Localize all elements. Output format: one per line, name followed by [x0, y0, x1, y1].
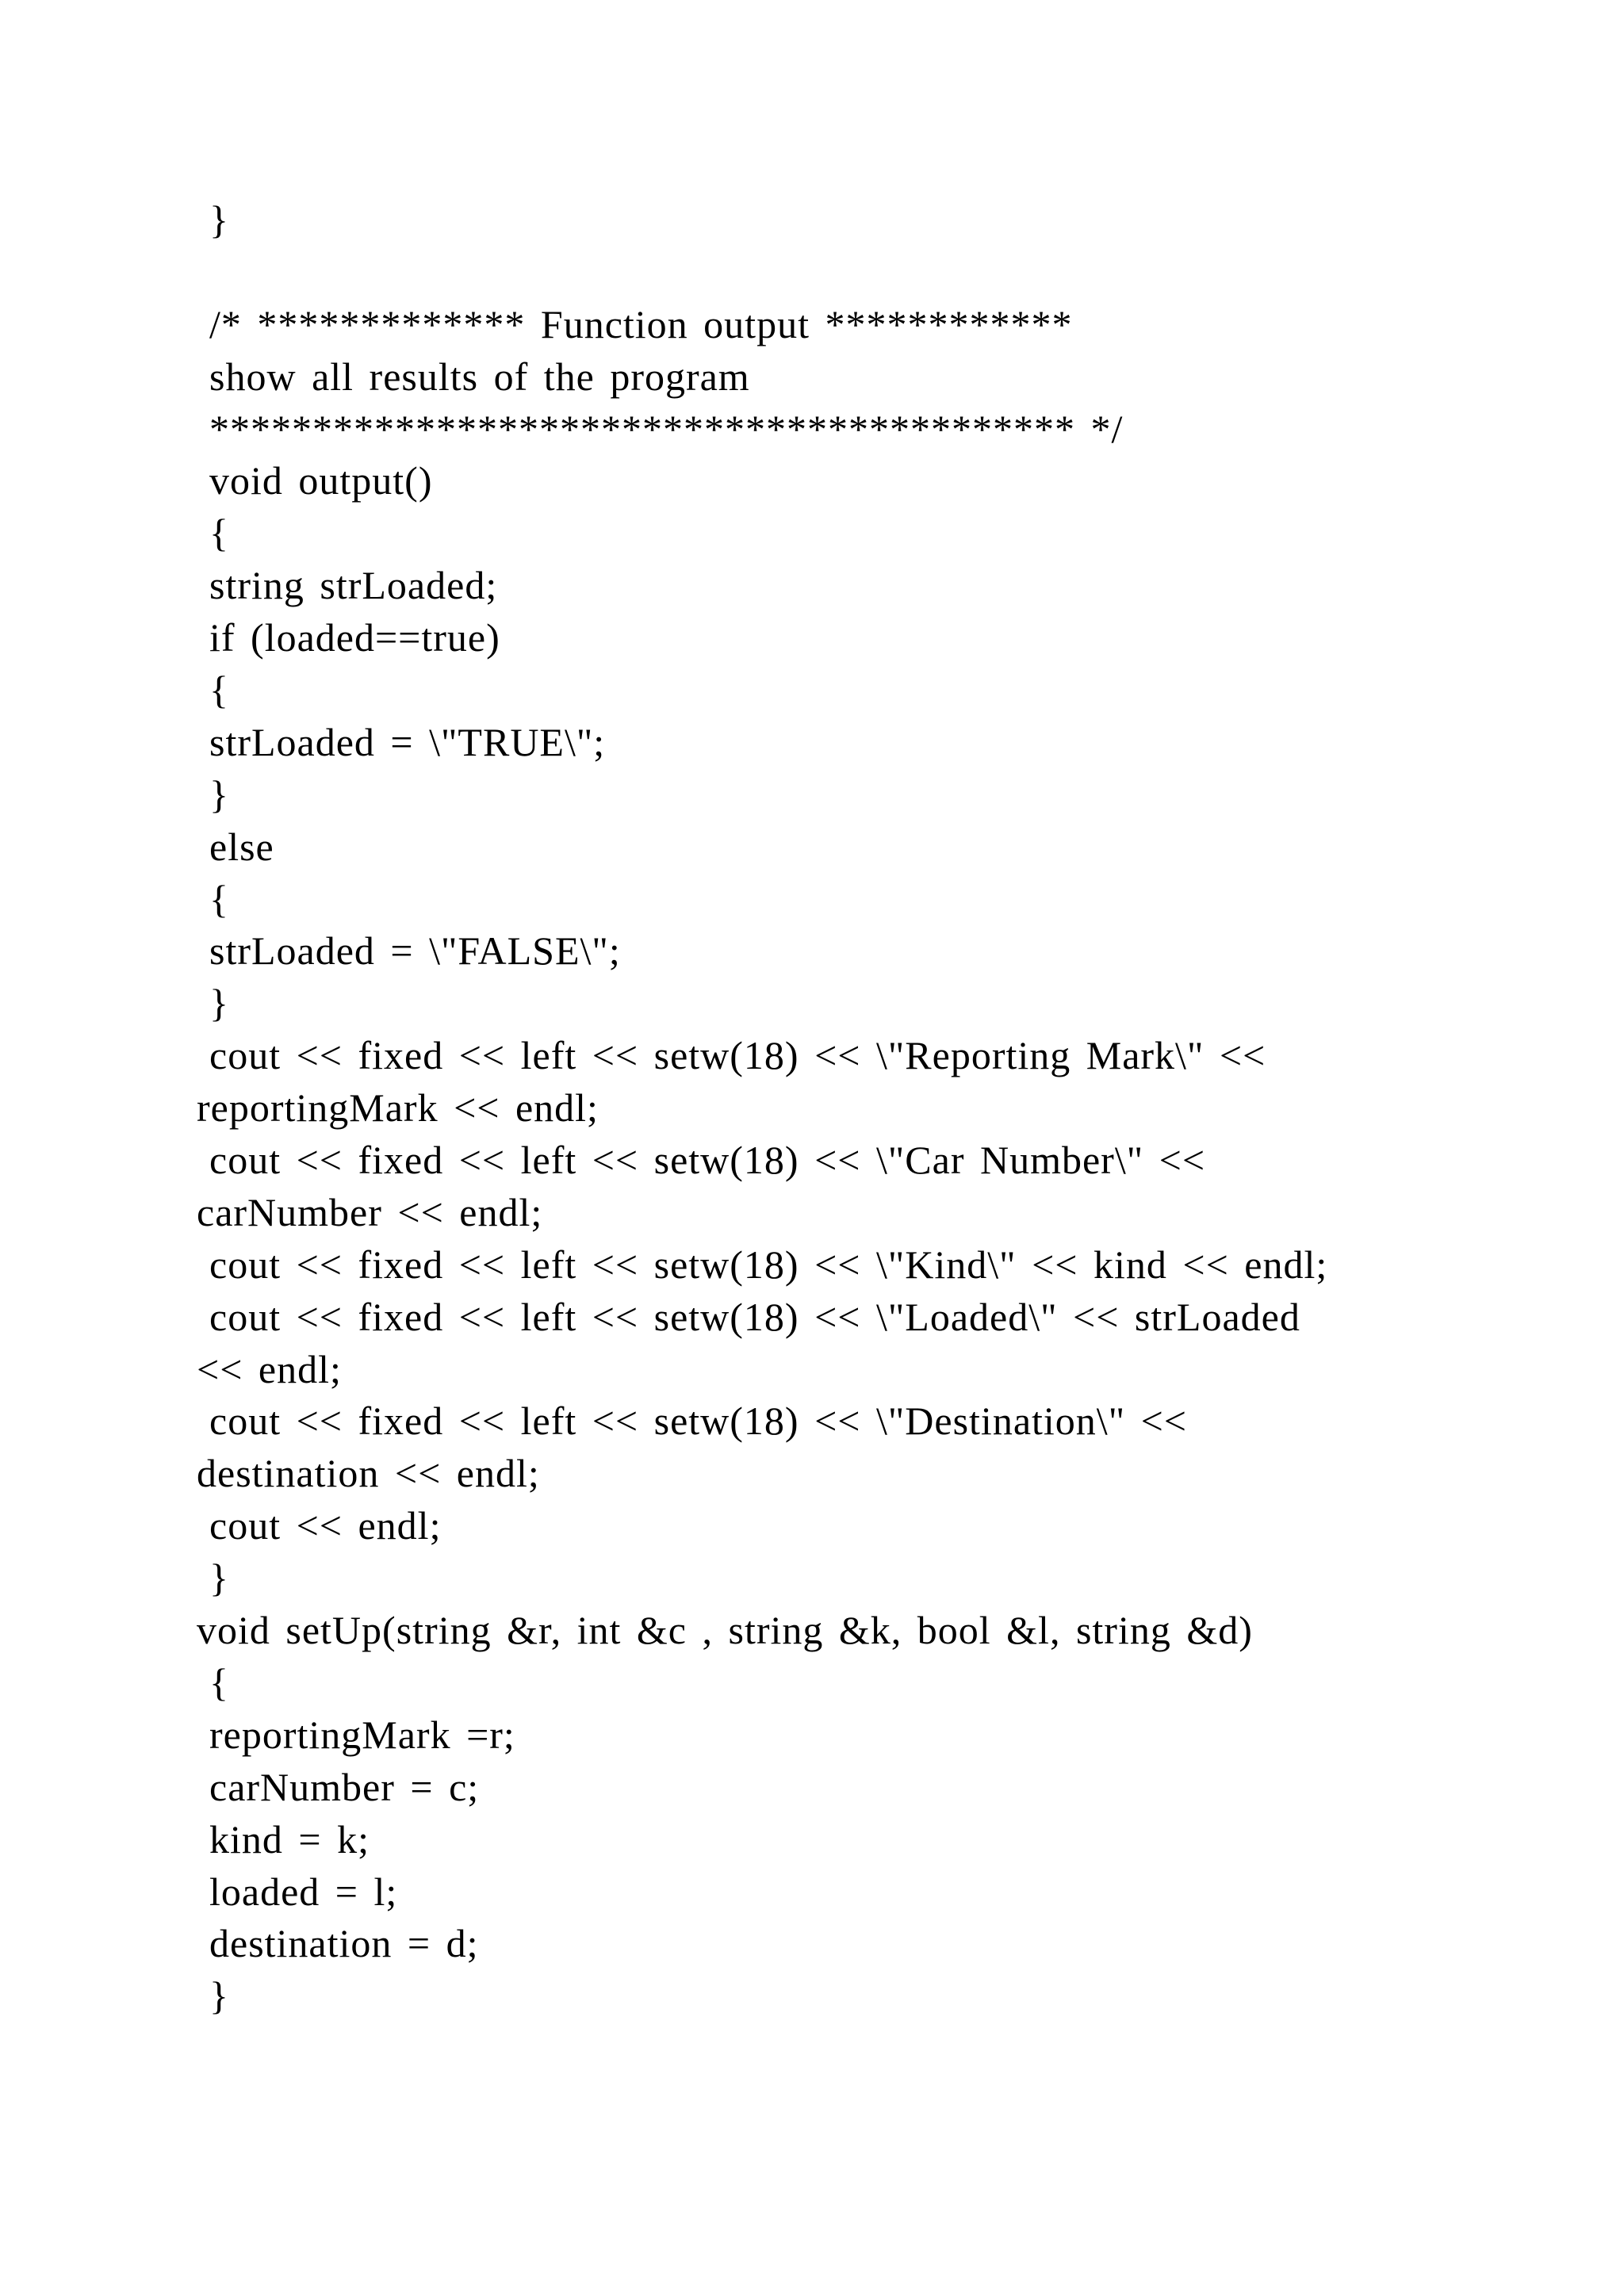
- code-line: void output(): [209, 458, 433, 503]
- code-line: ****************************************** */: [209, 406, 1124, 451]
- code-line: cout << fixed << left << setw(18) << \"Reporting Mark\" <<: [209, 1033, 1266, 1078]
- code-line: cout << fixed << left << setw(18) << \"Destination\" <<: [209, 1399, 1187, 1444]
- code-line: [197, 247, 1545, 299]
- code-line: /* ************* Function output ************: [209, 301, 1073, 346]
- code-line: cout << fixed << left << setw(18) << \"Car Number\" <<: [209, 1138, 1206, 1183]
- code-line: strLoaded = \"FALSE\";: [209, 928, 621, 974]
- code-line: void setUp(string &r, int &c , string &k, bool &l, string &d): [197, 1608, 1253, 1653]
- code-line: cout << fixed << left << setw(18) << \"Kind\" << kind << endl;: [209, 1242, 1328, 1287]
- code-line: {: [209, 668, 229, 713]
- code-line: }: [209, 197, 229, 242]
- code-line: loaded = l;: [209, 1869, 398, 1914]
- code-line: reportingMark =r;: [209, 1712, 515, 1757]
- code-line: destination << endl;: [197, 1451, 540, 1496]
- code-block: [197, 194, 1545, 2022]
- code-line: if (loaded==true): [209, 615, 500, 660]
- code-line: else: [209, 824, 274, 869]
- code-line: kind = k;: [209, 1816, 370, 1862]
- code-line: {: [209, 876, 229, 921]
- code-line: }: [209, 1973, 229, 2019]
- code-line: string strLoaded;: [209, 563, 498, 608]
- code-line: }: [209, 771, 229, 817]
- code-line: show all results of the program: [209, 354, 750, 399]
- code-line: }: [209, 1556, 229, 1601]
- code-line: strLoaded = \"TRUE\";: [209, 719, 606, 764]
- code-line: carNumber << endl;: [197, 1189, 543, 1234]
- code-line: {: [209, 511, 229, 556]
- code-line: cout << fixed << left << setw(18) << \"Loaded\" << strLoaded: [209, 1294, 1300, 1339]
- code-line: << endl;: [197, 1346, 342, 1391]
- code-line: carNumber = c;: [209, 1764, 480, 1809]
- code-line: destination = d;: [209, 1921, 479, 1966]
- code-line: cout << endl;: [209, 1503, 442, 1548]
- code-line: }: [209, 981, 229, 1026]
- code-line: reportingMark << endl;: [197, 1085, 599, 1131]
- code-line: {: [209, 1659, 229, 1705]
